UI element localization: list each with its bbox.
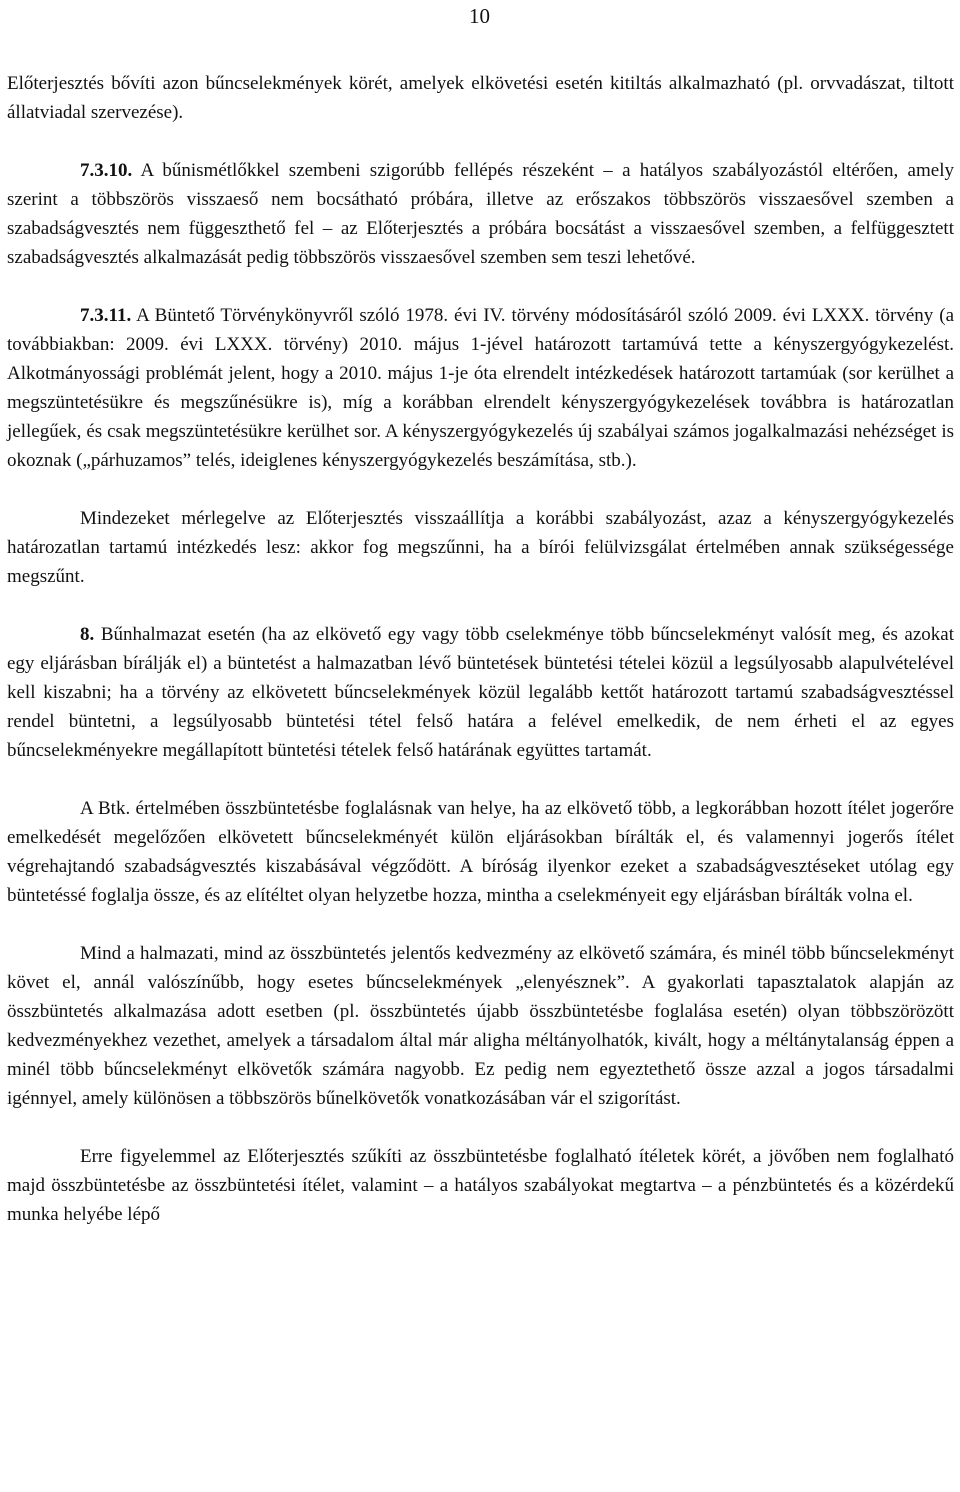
paragraph-1-text: Előterjesztés bővíti azon bűncselekmények körét, amelyek elkövetési esetén kitiltás alkalmazható (pl. orvvadászat, tiltott állatviadal szervezése).: [7, 73, 954, 123]
paragraph-7-3-10-text: A bűnismétlőkkel szembeni szigorúbb fellépés részeként – a hatályos szabályozástól eltérően, amely szerint a többszörös visszaeső nem bocsátható próbára, illetve az erőszakos többszörös visszaesővel szemben a szabadságvesztés nem függeszthető fel – az Előterjesztés a próbára bocsátást a visszaesővel szemben, a felfüggesztett szabadságvesztés alkalmazását pedig többszörös visszaesővel szemben sem teszi lehetővé.: [7, 160, 954, 268]
paragraph-btk: [7, 794, 954, 910]
paragraph-mindezeket: [7, 504, 954, 591]
section-number-8: 8.: [80, 624, 95, 645]
document-body: [7, 69, 954, 1229]
paragraph-erre-figyelemmel: [7, 1142, 954, 1229]
paragraph-1: [7, 69, 954, 127]
paragraph-7-3-11: [7, 301, 954, 475]
page-number: 10: [469, 4, 490, 28]
section-number-7-3-10: 7.3.10.: [80, 160, 133, 181]
section-number-7-3-11: 7.3.11.: [80, 305, 132, 326]
paragraph-7-3-10: [7, 156, 954, 272]
paragraph-8-text: Bűnhalmazat esetén (ha az elkövető egy vagy több cselekménye több bűncselekményt valósít meg, és azokat egy eljárásban bírálják el) a büntetést a halmazatban lévő büntetések büntetési tételei közül a legsúlyosabb alapulvételével kell kiszabni; ha a törvény az elkövetett bűncselekmények közül legalább kettőt határozott tartamú szabadságvesztéssel rendel büntetni, a legsúlyosabb büntetési tétel felső határa a felével emelkedik, de nem érheti el az egyes bűncselekményekre megállapított büntetési tételek felső határának együttes tartamát.: [7, 624, 954, 761]
paragraph-mind-a-halmazati: [7, 939, 954, 1113]
paragraph-erre-figyelemmel-text: Erre figyelemmel az Előterjesztés szűkíti az összbüntetésbe foglalható ítéletek körét, a jövőben nem foglalható majd összbüntetésbe az összbüntetési ítélet, valamint – a hatályos szabályokat megtartva – a pénzbüntetés és a közérdekű munka helyébe lépő: [7, 1146, 954, 1225]
paragraph-mind-a-halmazati-text: Mind a halmazati, mind az összbüntetés jelentős kedvezmény az elkövető számára, és minél több bűncselekményt követ el, annál valószínűbb, hogy esetes bűncselekmények „elenyésznek”. A gyakorlati tapasztalatok alapján az összbüntetés alkalmazása adott esetben (pl. összbüntetés újabb összbüntetésbe foglalása esetén) olyan többszörözött kedvezményekhez vezethet, amelyek a társadalom által már aligha méltányolhatók, kivált, hogy a méltánytalanság éppen a minél több bűncselekményt elkövetők számára nagyobb. Ez pedig nem egyeztethető össze azzal a jogos társadalmi igénnyel, amely különösen a többszörös bűnelkövetők vonatkozásában vár el szigorítást.: [7, 943, 954, 1109]
paragraph-8: [7, 620, 954, 765]
paragraph-7-3-11-text: A Büntető Törvénykönyvről szóló 1978. évi IV. törvény módosításáról szóló 2009. évi LXXX. törvény (a továbbiakban: 2009. évi LXXX. törvény) 2010. május 1-jével határozott tartamúvá tette a kényszergyógykezelést. Alkotmányossági problémát jelent, hogy a 2010. május 1-je óta elrendelt intézkedések határozott tartamúak (sor kerülhet a megszüntetésükre és megszűnésükre is), míg a korábban elrendelt kényszergyógykezelések továbbra is határozatlan jellegűek, és csak megszüntetésükre kerülhet sor. A kényszergyógykezelés új szabályai számos jogalkalmazási nehézséget is okoznak („párhuzamos” telés, ideiglenes kényszergyógykezelés beszámítása, stb.).: [7, 305, 954, 471]
paragraph-btk-text: A Btk. értelmében összbüntetésbe foglalásnak van helye, ha az elkövető több, a legkorábban hozott ítélet jogerőre emelkedését megelőzően elkövetett bűncselekményét külön eljárásokban bírálták el, és valamennyi jogerős ítélet végrehajtandó szabadságvesztés kiszabásával végződött. A bíróság ilyenkor ezeket a szabadságvesztéseket utólag egy büntetéssé foglalja össze, és az elítéltet olyan helyzetbe hozza, mintha a cselekményeit egy eljárásban bírálták volna el.: [7, 798, 954, 906]
paragraph-mindezeket-text: Mindezeket mérlegelve az Előterjesztés visszaállítja a korábbi szabályozást, azaz a kényszergyógykezelés határozatlan tartamú intézkedés lesz: akkor fog megszűnni, ha a bírói felülvizsgálat értelmében annak szükségessége megszűnt.: [7, 508, 954, 587]
